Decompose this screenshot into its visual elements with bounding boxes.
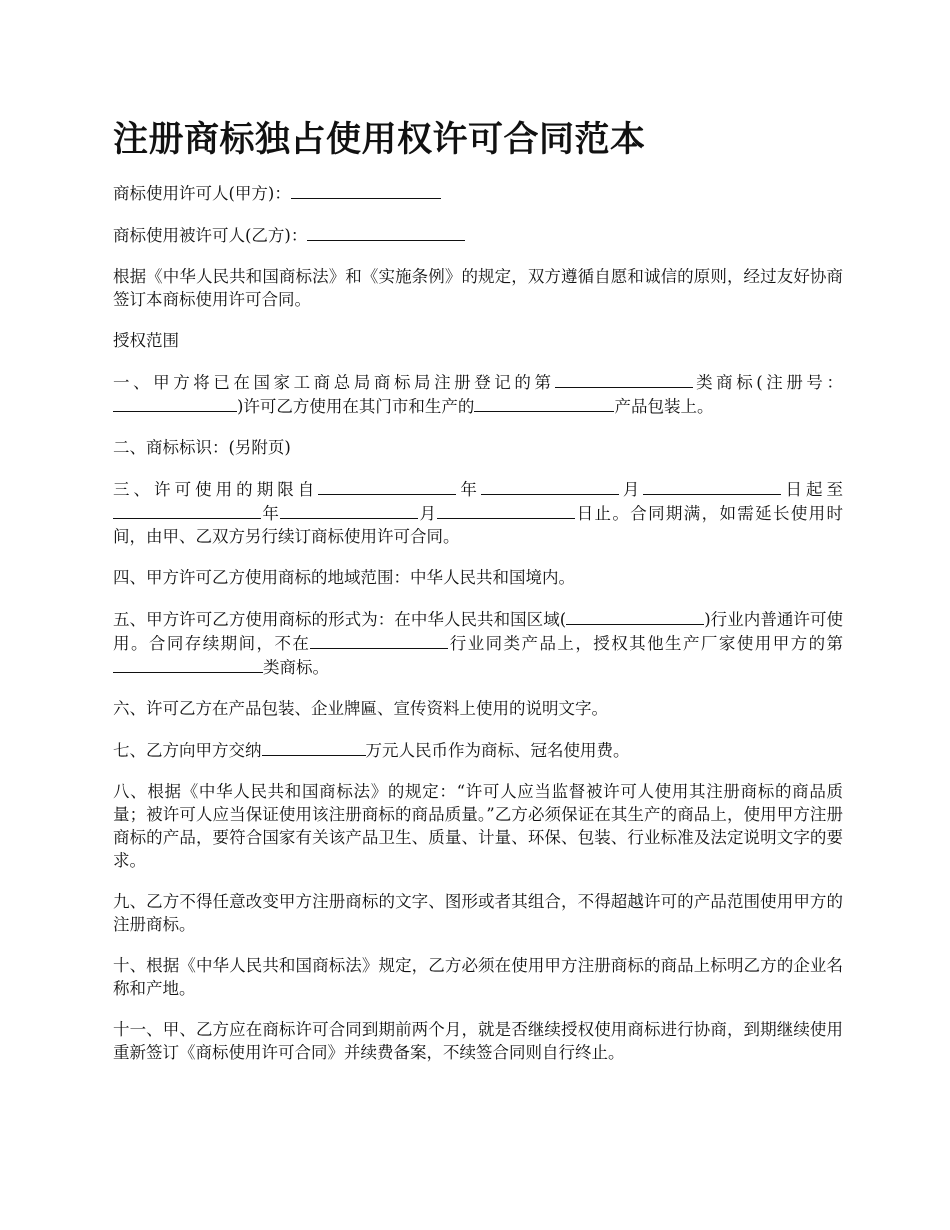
clause-5-text-d: 类商标。 <box>263 658 329 677</box>
clause-1 <box>113 370 843 418</box>
licensor-line <box>113 181 843 205</box>
licensor-label: 商标使用许可人(甲方)： <box>113 184 291 203</box>
licensee-label: 商标使用被许可人(乙方)： <box>113 226 308 245</box>
blank <box>555 370 693 388</box>
blank <box>318 477 456 495</box>
clause-10: 十、根据《中华人民共和国商标法》规定，乙方必须在使用甲方注册商标的商品上标明乙方的企业名称和产地。 <box>113 956 843 998</box>
clause-3-text-f: 月 <box>418 504 438 523</box>
clause-1-text-c: )许可乙方使用在其门市和生产的 <box>237 397 475 416</box>
clause-9: 九、乙方不得任意改变甲方注册商标的文字、图形或者其组合，不得超越许可的产品范围使用甲方的注册商标。 <box>113 892 843 934</box>
clause-4: 四、甲方许可乙方使用商标的地域范围：中华人民共和国境内。 <box>113 568 575 587</box>
clause-1-text-a: 一、甲方将已在国家工商总局商标局注册登记的第 <box>113 373 555 392</box>
clause-3-text-c: 月 <box>618 480 644 499</box>
blank <box>310 631 448 649</box>
clause-8: 八、根据《中华人民共和国商标法》的规定：“许可人应当监督被许可人使用其注册商标的商品质量；被许可人应当保证使用该注册商标的商品质量。”乙方必须保证在其生产的商品上，使用甲方注册商标的产品，要符合国家有关该产品卫生、质量、计量、环保、包装、行业标准及法定说明文字的要求。 <box>113 782 843 870</box>
clause-3-text-a: 三、许可使用的期限自 <box>113 480 319 499</box>
clause-1-text-b: 类商标(注册号： <box>692 373 844 392</box>
blank <box>481 477 619 495</box>
clause-5-text-b: )行业内普通许可使用。合同存续期间，不在 <box>113 610 844 653</box>
clause-11: 十一、甲、乙方应在商标许可合同到期前两个月，就是否继续授权使用商标进行协商，到期继续使用重新签订《商标使用许可合同》并续费备案，不续签合同则自行终止。 <box>113 1020 843 1062</box>
clause-3-text-d: 日起至 <box>781 480 844 499</box>
blank <box>280 501 418 519</box>
clause-5 <box>113 607 843 679</box>
blank <box>113 394 237 412</box>
document-title: 注册商标独占使用权许可合同范本 <box>113 120 646 160</box>
clause-2: 二、商标标识：(另附页) <box>113 438 291 457</box>
clause-5-text-c: 行业同类产品上，授权其他生产厂家使用甲方的第 <box>448 634 844 653</box>
section-heading: 授权范围 <box>113 331 179 350</box>
document-body <box>113 181 843 1082</box>
blank <box>113 655 263 673</box>
clause-3-text-e: 年 <box>261 504 281 523</box>
blank <box>643 477 781 495</box>
clause-3-text-b: 年 <box>456 480 481 499</box>
blank <box>474 394 614 412</box>
blank <box>566 607 704 625</box>
blank <box>113 501 261 519</box>
clause-5-text-a: 五、甲方许可乙方使用商标的形式为：在中华人民共和国区域( <box>113 610 567 629</box>
licensee-line <box>113 223 843 247</box>
clause-7 <box>113 738 843 762</box>
licensee-blank <box>307 223 465 241</box>
clause-6: 六、许可乙方在产品包装、企业牌匾、宣传资料上使用的说明文字。 <box>113 699 608 718</box>
preamble: 根据《中华人民共和国商标法》和《实施条例》的规定，双方遵循自愿和诚信的原则，经过友好协商签订本商标使用许可合同。 <box>113 267 843 309</box>
clause-3 <box>113 477 843 548</box>
clause-1-text-d: 产品包装上。 <box>614 397 714 416</box>
clause-7-text-a: 七、乙方向甲方交纳 <box>113 741 262 760</box>
licensor-blank <box>291 181 441 199</box>
clause-7-text-b: 万元人民币作为商标、冠名使用费。 <box>365 741 630 760</box>
blank <box>262 738 366 756</box>
blank <box>437 501 575 519</box>
clause-3-text-g: 日止。合同期满，如需延长使用时间，由甲、乙双方另行续订商标使用许可合同。 <box>113 504 844 546</box>
